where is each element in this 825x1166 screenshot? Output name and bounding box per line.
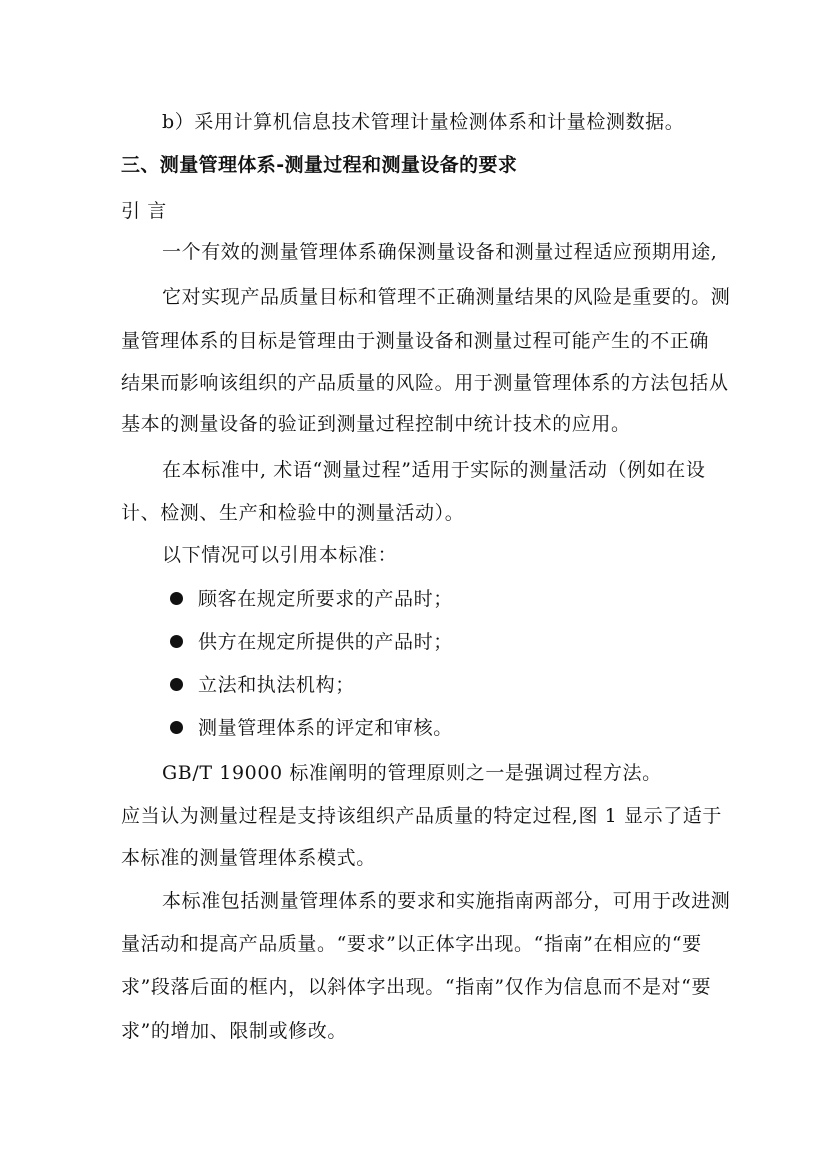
list-item-text: 供方在规定所提供的产品时；	[198, 631, 453, 653]
section-title: 三、测量管理体系-测量过程和测量设备的要求	[121, 154, 518, 176]
bullet-icon	[170, 635, 183, 648]
list-item-text: 立法和执法机构；	[198, 674, 355, 696]
list-item-text: 测量管理体系的评定和审核。	[198, 717, 453, 739]
paragraph-6-line-4: 求”的增加、限制或修改。	[121, 1020, 347, 1042]
paragraph-6-line-2: 量活动和提高产品质量。“要求”以正体字出现。“指南”在相应的“要	[121, 933, 702, 955]
paragraph-1-line-1: 一个有效的测量管理体系确保测量设备和测量过程适应预期用途,	[162, 241, 718, 263]
paragraph-5-line-2: 应当认为测量过程是支持该组织产品质量的特定过程,图 1 显示了适于	[121, 805, 723, 827]
paragraph-2-line-4: 基本的测量设备的验证到测量过程控制中统计技术的应用。	[121, 413, 631, 435]
paragraph-6-line-1: 本标准包括测量管理体系的要求和实施指南两部分，可用于改进测	[162, 890, 731, 912]
paragraph-2-line-3: 结果而影响该组织的产品质量的风险。用于测量管理体系的方法包括从	[121, 372, 729, 394]
paragraph-3-line-1: 在本标准中, 术语“测量过程”适用于实际的测量活动（例如在设	[162, 459, 706, 481]
intro-heading: 引 言	[121, 200, 167, 222]
paragraph-5-line-3: 本标准的测量管理体系模式。	[121, 847, 376, 869]
bullet-icon	[170, 678, 183, 691]
bullet-icon	[170, 592, 183, 605]
bullet-icon	[170, 721, 183, 734]
paragraph-4-line-1: 以下情况可以引用本标准：	[162, 544, 398, 566]
paragraph-2-line-1: 它对实现产品质量目标和管理不正确测量结果的风险是重要的。测	[162, 286, 731, 308]
item-b-text: b）采用计算机信息技术管理计量检测体系和计量检测数据。	[162, 111, 685, 133]
list-item-text: 顾客在规定所要求的产品时；	[198, 588, 453, 610]
paragraph-6-line-3: 求”段落后面的框内，以斜体字出现。“指南”仅作为信息而不是对“要	[121, 976, 712, 998]
paragraph-5-line-1: GB/T 19000 标准阐明的管理原则之一是强调过程方法。	[162, 762, 662, 784]
paragraph-2-line-2: 量管理体系的目标是管理由于测量设备和测量过程可能产生的不正确	[121, 330, 710, 352]
paragraph-3-line-2: 计、检测、生产和检验中的测量活动）。	[121, 502, 465, 524]
